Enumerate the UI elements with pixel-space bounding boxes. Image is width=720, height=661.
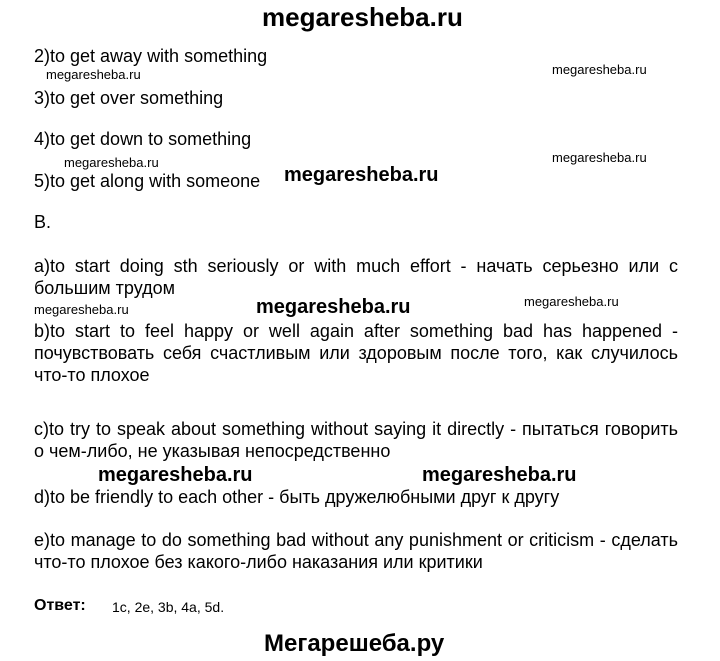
page-title: megaresheba.ru xyxy=(262,2,463,32)
watermark-small: megaresheba.ru xyxy=(46,67,141,82)
watermark-small: megaresheba.ru xyxy=(552,62,647,77)
section-label-b: B. xyxy=(34,212,52,232)
list-item-a4: 4)to get down to something xyxy=(34,129,252,149)
watermark-big: megaresheba.ru xyxy=(98,464,253,486)
watermark-small: megaresheba.ru xyxy=(524,294,619,309)
watermark-big: megaresheba.ru xyxy=(256,296,411,318)
watermark-big: megaresheba.ru xyxy=(422,464,577,486)
watermark-big: megaresheba.ru xyxy=(284,164,439,186)
watermark-small: megaresheba.ru xyxy=(34,302,129,317)
watermark-small: megaresheba.ru xyxy=(64,155,159,170)
answer-value: 1c, 2e, 3b, 4a, 5d. xyxy=(112,599,225,615)
answer-label: Ответ: xyxy=(34,597,86,614)
list-item-ba: a)to start doing sth seriously or with much effort - начать серьезно или с большим трудом xyxy=(34,256,678,298)
list-item-bd: d)to be friendly to each other - быть дружелюбными друг к другу xyxy=(34,487,560,507)
watermark-small: megaresheba.ru xyxy=(552,150,647,165)
list-item-a2: 2)to get away with something xyxy=(34,46,268,66)
list-item-be: e)to manage to do something bad without any punishment or criticism - сделать что-то плохое без какого-либо наказания или критики xyxy=(34,530,678,572)
list-item-bb: b)to start to feel happy or well again after something bad has happened - почувствовать себя счастливым или здоровым после того, как случилось что-то плохое xyxy=(34,321,678,385)
footer-text: Мегарешеба.ру xyxy=(264,630,445,657)
list-item-bc: c)to try to speak about something without saying it directly - пытаться говорить о чем-либо, не указывая непосредственно xyxy=(34,419,678,461)
list-item-a3: 3)to get over something xyxy=(34,88,224,108)
list-item-a5: 5)to get along with someone xyxy=(34,171,261,191)
